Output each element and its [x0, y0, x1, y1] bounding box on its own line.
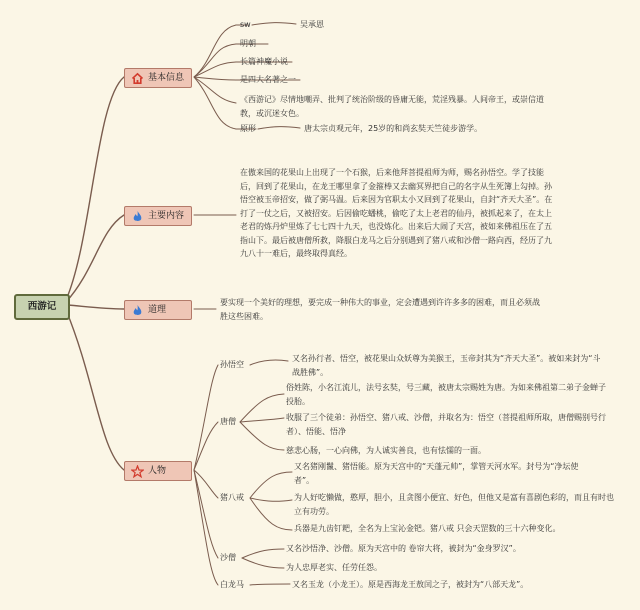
topic-basic-info[interactable]: [124, 68, 192, 88]
bajie-item: 又名猪刚鬣、猪悟能。原为天宫中的“天蓬元帅”，掌管天河水军。封号为“净坛使者”。: [294, 462, 579, 485]
topic-label: 道理: [148, 305, 167, 315]
author-key: sw: [240, 20, 251, 29]
genre: 长篇神魔小说: [240, 57, 288, 66]
person-shaseng: 沙僧: [220, 553, 236, 562]
flame-icon: [131, 304, 144, 317]
origin-key: 原形: [240, 124, 256, 133]
topic-label: 主要内容: [148, 211, 185, 221]
star-icon: [131, 465, 144, 478]
bailongma-desc: 又名玉龙（小龙王）。原是西海龙王敖闰之子，被封为“八部天龙”。: [292, 580, 529, 589]
topic-moral[interactable]: [124, 300, 192, 320]
shaseng-item: 为人忠厚老实、任劳任怨。: [286, 563, 382, 572]
bajie-item: 为人好吃懒做，憨厚，胆小，且贪图小便宜、好色，但他又是富有喜剧色彩的，而且有时也立有功劳。: [294, 493, 614, 516]
author-value: 吴承恩: [300, 20, 324, 29]
wukong-desc: 又名孙行者、悟空，被花果山众妖尊为美猴王，玉帝封其为“齐天大圣”。被如来封为“斗战胜佛”。: [292, 354, 601, 377]
rank: 是四大名著之一: [240, 75, 296, 84]
topic-label: 人物: [148, 466, 167, 476]
person-wukong: 孙悟空: [220, 360, 244, 369]
content-text: 在傲来国的花果山上出现了一个石猴，后来他拜菩提祖师为师，赐名孙悟空。学了技能后，回到了花果山，在龙王哪里拿了金箍棒又去幽冥界把自己的名字从生死簿上勾掉。孙悟空被玉帝招安，做了弼马温。后来因为官职太小又回到了花果山，自封“齐天大圣”。在打了一仗之后，又被招安。后因偷吃蟠桃，偷吃了太上老君的仙丹，被抓起来了，在太上老君的炼丹炉里炼了七七四十九天，也没炼化。出来后大闹了天宫，被如来佛祖压在了五指山下。最后被唐僧所救，降服白龙马之后分别遇到了猪八戒和沙僧一路向西，经历了九九八十一难后，最终取得真经。: [240, 168, 553, 258]
topic-main-content[interactable]: [124, 206, 192, 226]
theme-text: 《西游记》尽情地嘲弄、批判了统治阶级的昏庸无能，荒淫残暴。人间帝王，或崇信道教，或沉迷女色。: [240, 95, 544, 118]
home-icon: [131, 72, 144, 85]
topic-label: 基本信息: [148, 73, 185, 83]
person-bailongma: 白龙马: [220, 580, 244, 589]
bajie-item: 兵器是九齿钉耙，全名为上宝沁金钯。猪八戒 只会天罡数的三十六种变化。: [294, 524, 561, 533]
tangseng-item: 收服了三个徒弟：孙悟空、猪八戒、沙僧，并取名为：悟空（菩提祖师所取，唐僧赐别号行者）、悟能、悟净: [286, 413, 606, 436]
flame-icon: [131, 210, 144, 223]
tangseng-item: 慈悲心肠，一心向佛，为人诚实善良，也有怯懦的一面。: [286, 446, 486, 455]
root-node[interactable]: 西游记: [14, 294, 70, 320]
moral-text: 要实现一个美好的理想，要完成一种伟大的事业，定会遭遇到许许多多的困难，而且必须战胜这些困难。: [220, 298, 540, 321]
person-bajie: 猪八戒: [220, 493, 244, 502]
dynasty: 明朝: [240, 39, 256, 48]
origin-value: 唐太宗贞观元年，25岁的和尚玄奘天竺徒步游学。: [304, 124, 483, 133]
person-tangseng: 唐僧: [220, 417, 236, 426]
tangseng-item: 俗姓陈，小名江流儿，法号玄奘，号三藏，被唐太宗赐姓为唐。为如来佛祖第二弟子金蝉子投胎。: [286, 383, 606, 406]
topic-people[interactable]: [124, 461, 192, 481]
shaseng-item: 又名沙悟净、沙僧。原为天宫中的 卷帘大将，被封为“金身罗汉”。: [286, 544, 521, 553]
